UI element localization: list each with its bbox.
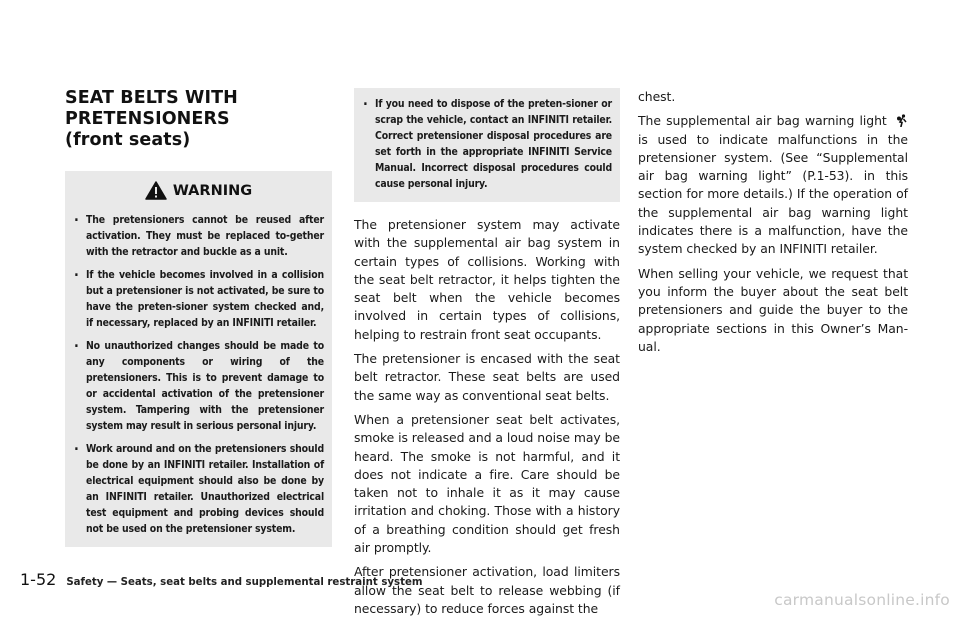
warning-box [65,171,332,547]
warning-triangle-icon [145,181,167,200]
warning-item: . No unauthorized changes should be made to any components or wiring of the pretensioners. This is to prevent damage to or accidental activation of the pretensioner system. Tampering with the pretensioner system may result in serious personal injury. [73,338,324,434]
body-paragraph: After pretensioner activation, load limiters allow the seat belt to release webbing (if necessary) to reduce forces against the [354,564,620,616]
page-footer [20,570,423,589]
chapter-title: Safety — Seats, seat belts and supplemental restraint system [66,577,423,588]
section-title: SEAT BELTS WITH PRETENSIONERS (front seats) [65,88,238,150]
warning-item: . Work around and on the pretensioners should be done by an INFINITI retailer. Installation of electrical equipment should also be done by an INFINITI retailer. Unauthorized electrical test equipment and probing devices should not be used on the pretensioner system. [73,441,324,537]
warning-heading: WARNING [73,181,324,200]
body-paragraph: The pretensioner system may activate with the supplemental air bag system in certain types of collisions. Working with the seat belt retractor, it helps tighten the seat belt when the vehicle becomes involved in certain types of collisions, helping to restrain front seat occupants. [354,217,620,342]
warning-item: . The pretensioners cannot be reused after activation. They must be replaced to-gether with the retractor and buckle as a unit. [73,212,324,260]
right-column [638,88,908,362]
body-paragraph: chest. [638,89,676,104]
body-paragraph: When a pretensioner seat belt activates, smoke is released and a loud noise may be heard. The smoke is not harmful, and it does not indicate a fire. Care should be taken not to inhale it as it may cause irritation and choking. Those with a history of a breathing condition should get fresh air promptly. [354,411,620,556]
body-paragraph: The supplemental air bag warning light is used to indicate malfunctions in the pretensioner system. (See “Supplemental air bag warning light” (P.1-53). in this section for more details.) If the operation of the supplemental air bag warning light indicates there is a malfunction, have the system checked by an INFINITI retailer. [638,113,908,257]
warning-item: . If you need to dispose of the preten-sioner or scrap the vehicle, contact an INFINITI retailer. Correct pretensioner disposal procedures are set forth in the appropriate INFINITI Service Manual. Incorrect disposal procedures could cause personal injury. [362,96,612,192]
warning-item: . If the vehicle becomes involved in a collision but a pretensioner is not activated, be sure to have the preten-sioner system checked and, if necessary, replaced by an INFINITI retailer. [73,267,324,331]
body-paragraph: The pretensioner is encased with the seat belt retractor. These seat belts are used the same way as conventional seat belts. [354,351,620,403]
left-column [65,88,332,547]
warning-box-continued [354,88,620,202]
middle-column [354,88,620,624]
airbag-warning-icon [896,114,908,127]
page-number: 1-52 [20,570,57,589]
body-paragraph: When selling your vehicle, we request that you inform the buyer about the seat belt pretensioners and guide the buyer to the appropriate sections in this Owner’s Man-ual. [638,265,908,354]
watermark: carmanualsonline.info [774,591,950,609]
